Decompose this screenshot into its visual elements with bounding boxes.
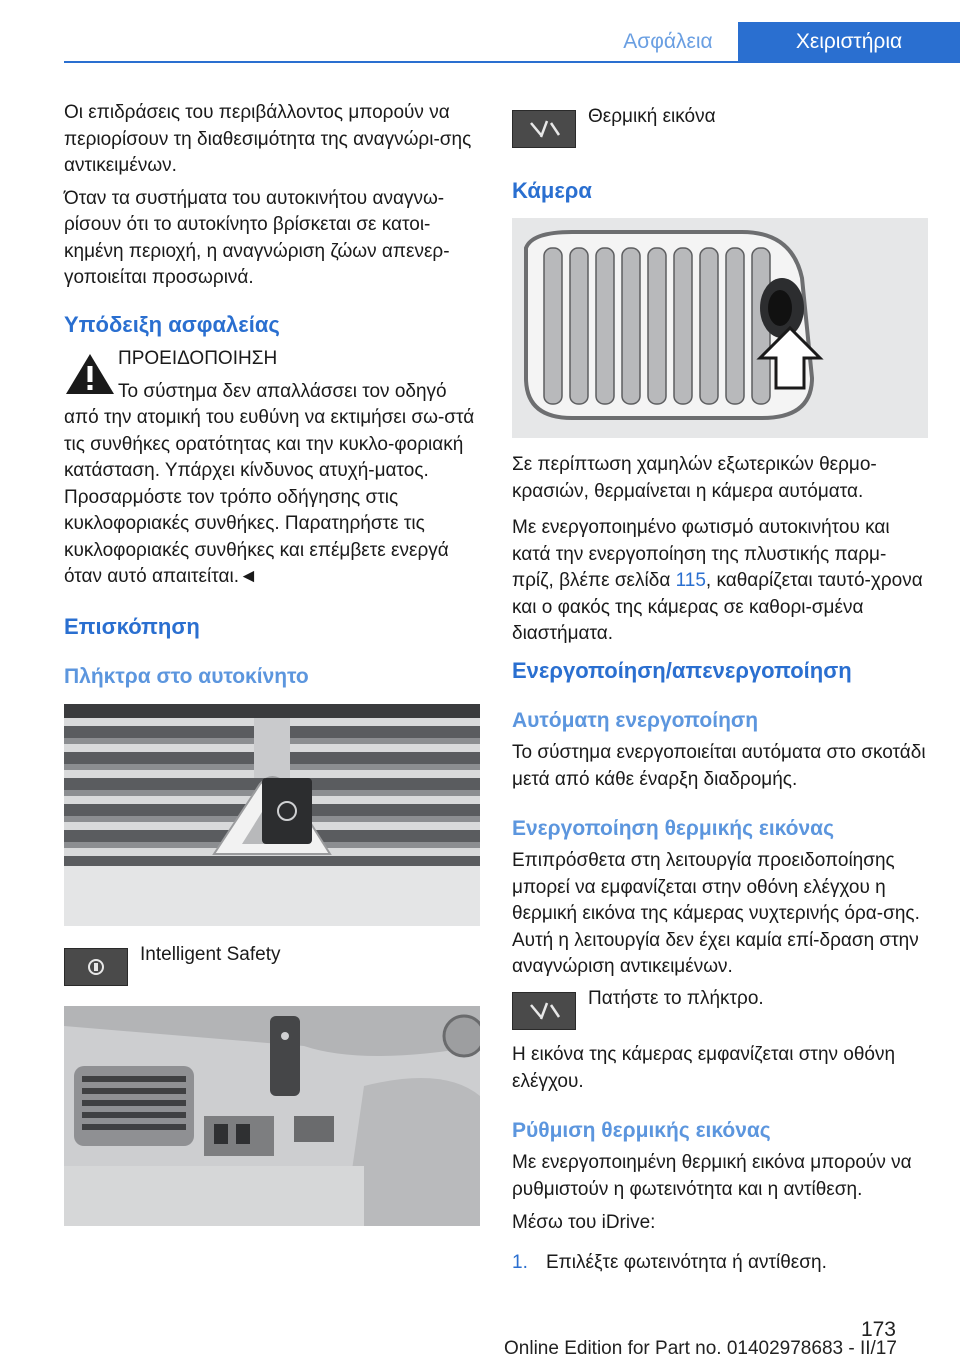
activation-heading: Ενεργοποίηση/απενεργοποίηση	[512, 658, 852, 683]
image-shown-text: Η εικόνα της κάμερας εμφανίζεται στην οθόνη ελέγχου.	[512, 1044, 896, 1092]
auto-activation-heading: Αυτόματη ενεργοποίηση	[512, 709, 759, 732]
camera-p2-text-b: , καθαρίζεται ταυτό-χρονα και ο φακός της κάμερας σε καθορι-σμένα διαστήματα.	[512, 570, 923, 644]
warning-label: ΠΡΟΕΙΔΟΠΟΙΗΣΗ	[118, 348, 278, 369]
thermal-activation-heading: Ενεργοποίηση θερμικής εικόνας	[512, 817, 835, 840]
dashboard-button-photo	[64, 704, 480, 926]
camera-p2-text-a: Με ενεργοποιημένο φωτισμό αυτοκινήτου και κατά την ενεργοποίηση της πλυστικής παρμ-πρίζ, βλέπε σελίδα	[512, 517, 890, 591]
left-intro	[64, 100, 480, 292]
thermal-activation-text: Επιπρόσθετα στη λειτουργία προειδοποίησης μπορεί να εμφανίζεται στην οθόνη ελέγχου η θερμική εικόνα της κάμερας νυχτερινής όρα-σης. Αυτή η λειτουργία δεν έχει καμία επί-δραση στην αναγνώριση αντικειμένων.	[512, 850, 920, 977]
buttons-heading: Πλήκτρα στο αυτοκίνητο	[64, 665, 309, 688]
night-vision-key	[512, 992, 576, 1030]
page-number: 173	[860, 1318, 896, 1341]
warning-block	[64, 346, 480, 591]
header-rule	[64, 61, 960, 63]
intro-paragraph-1: Οι επιδράσεις του περιβάλλοντος μπορούν να περιορίσουν τη διαθεσιμότητα της αναγνώρι-σης αντικειμένων.	[64, 102, 472, 176]
safety-heading: Υπόδειξη ασφαλείας	[64, 312, 280, 337]
camera-paragraph-1: Σε περίπτωση χαμηλών εξωτερικών θερμο-κρασιών, θερμαίνεται η κάμερα αυτόματα.	[512, 454, 877, 502]
intro-paragraph-2: Όταν τα συστήματα του αυτοκινήτου αναγνω-ρίσουν ότι το αυτοκίνητο βρίσκεται σε κατοι-κημένη περιοχή, η αναγνώριση ζώων απενερ-γοποιείται προσωρινά.	[64, 187, 450, 288]
overview-heading: Επισκόπηση	[64, 614, 200, 639]
adjust-text: Με ενεργοποιημένη θερμική εικόνα μπορούν να ρυθμιστούν η φωτεινότητα και η αντίθεση.	[512, 1152, 912, 1200]
auto-activation-text: Το σύστημα ενεργοποιείται αυτόματα στο σκοτάδι μετά από κάθε έναρξη διαδρομής.	[512, 742, 926, 790]
intelligent-safety-key	[64, 948, 128, 986]
night-vision-icon	[513, 111, 575, 147]
camera-heading: Κάμερα	[512, 178, 592, 203]
footer-edition: Online Edition for Part no. 01402978683 - II/17	[504, 1338, 897, 1359]
thermal-image-label: Θερμική εικόνα	[588, 106, 716, 127]
via-idrive-text: Μέσω του iDrive:	[512, 1212, 656, 1233]
warning-text: Το σύστημα δεν απαλλάσσει τον οδηγό από την ατομική του ευθύνη να εκτιμήσει σω-στά τις συνθήκες ορατότητας και την κυκλο-φοριακή κατάσταση. Υπάρχει κίνδυνος ατυχή-ματος. Προσαρμόστε τον τρόπο οδήγησης στις κυκλοφοριακές συνθήκες. Παρατηρήστε τις κυκλοφοριακές συνθήκες και επέμβετε ενεργά όταν αυτό απαιτείται.◄	[64, 380, 475, 587]
press-button-text: Πατήστε το πλήκτρο.	[588, 988, 764, 1009]
step-1-number: 1.	[512, 1252, 528, 1273]
night-vision-icon	[513, 993, 575, 1029]
header-section-tab: Ασφάλεια	[623, 30, 713, 53]
header-chapter-tab: Χειριστήρια	[738, 22, 960, 62]
intelligent-safety-icon	[65, 949, 127, 985]
camera-paragraph-2	[512, 515, 928, 648]
camera-body	[512, 452, 928, 648]
step-1-text: Επιλέξτε φωτεινότητα ή αντίθεση.	[546, 1252, 827, 1273]
adjust-heading: Ρύθμιση θερμικής εικόνας	[512, 1119, 771, 1142]
interior-dashboard-photo	[64, 1006, 480, 1226]
thermal-image-key	[512, 110, 576, 148]
intelligent-safety-label: Intelligent Safety	[140, 944, 281, 965]
camera-grille-photo	[512, 218, 928, 438]
page-115-link[interactable]: 115	[675, 570, 706, 591]
